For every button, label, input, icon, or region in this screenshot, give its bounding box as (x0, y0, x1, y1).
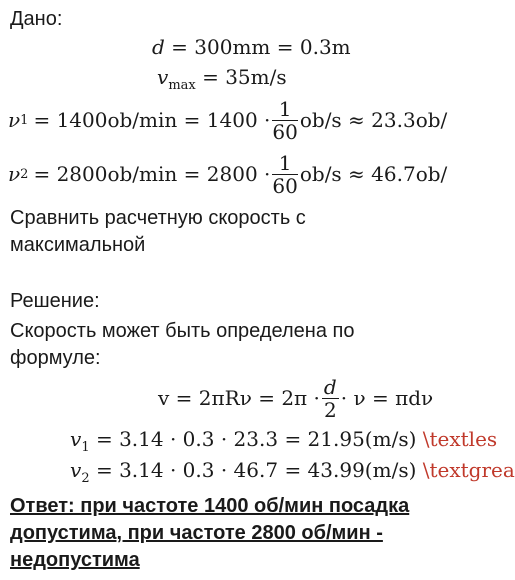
solution-label: Решение: (10, 290, 100, 312)
fraction-d-2: $\frac{d}{2}$ (323, 374, 337, 422)
calculation-v2: $v_2 = 3.14 \cdot 0.3 \cdot 46.7 = 43.99(m/s)$ \textgrea (70, 458, 515, 486)
formula-velocity: v = 2πRν = 2π · $\frac{d}{2}$ · ν = πdν (158, 374, 434, 422)
given-label: Дано: (10, 8, 63, 30)
calculation-v1: $v_1 = 3.14 \cdot 0.3 \cdot 23.3 = 21.95(m/s)$ \textles (70, 427, 498, 455)
fraction-1-60: $\frac{1}{60}$ (272, 150, 298, 198)
equation-nu1: ν 1 = 1400ob/min = 1400 · $\frac{1}{60}$ ob/s ≈ 23.3ob/ (8, 96, 448, 144)
equation-d: d = 300mm = 0.3m (152, 35, 351, 59)
fraction-1-60: $\frac{1}{60}$ (272, 96, 298, 144)
solution-text: Скорость может быть определена по формуле: (10, 320, 355, 369)
equation-nu2: ν 2 = 2800ob/min = 2800 · $\frac{1}{60}$ ob/s ≈ 46.7ob/ (8, 150, 448, 198)
latex-error-textgrea: \textgrea (422, 458, 515, 482)
latex-error-textles: \textles (422, 427, 498, 451)
answer-text: Ответ: при частоте 1400 об/мин посадка допустима, при частоте 2800 об/мин - недопустима (10, 495, 410, 571)
equation-vmax: $v_{max} = 35m/s$ (157, 65, 287, 93)
task-text: Сравнить расчетную скорость с максимальной (10, 207, 306, 256)
